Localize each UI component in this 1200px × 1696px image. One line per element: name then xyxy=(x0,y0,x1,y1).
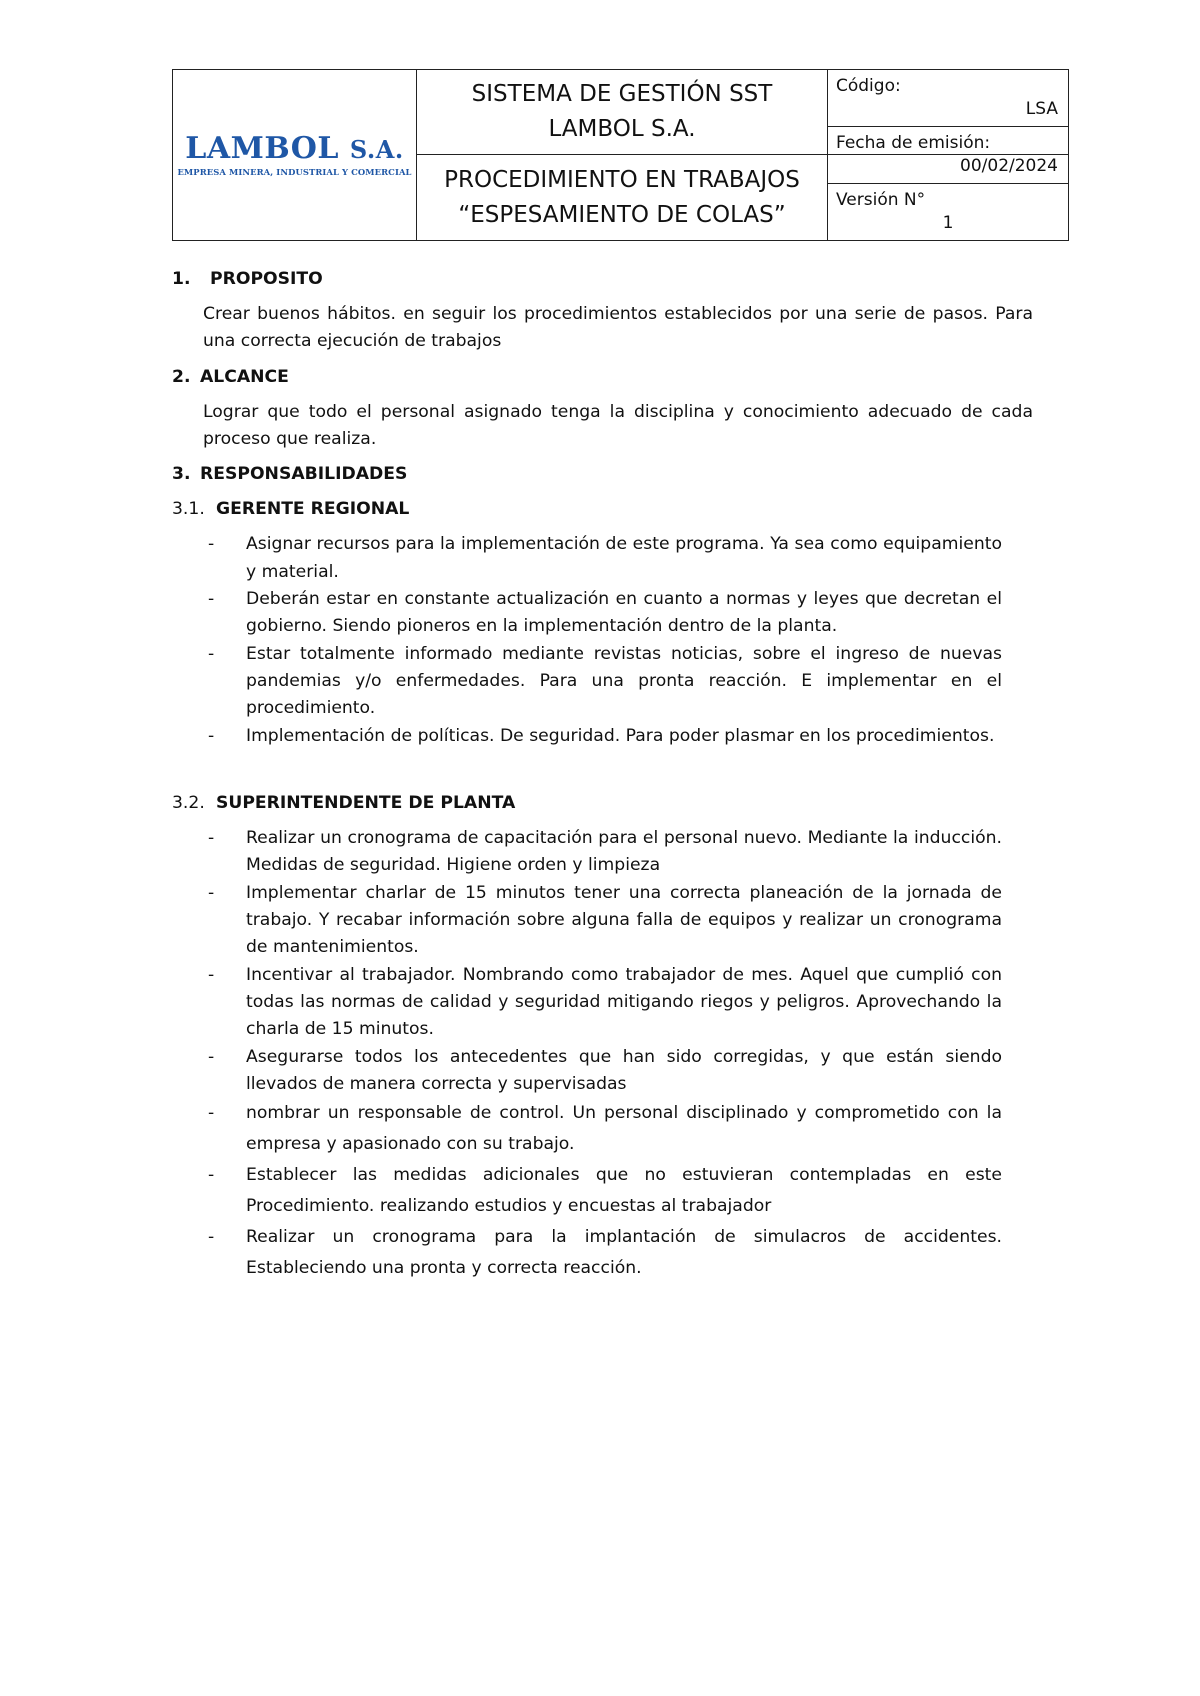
list-dash: - xyxy=(208,1046,215,1067)
version-label: Versión N° xyxy=(836,190,926,210)
subsection-number: 3.1. xyxy=(172,499,205,520)
list-dash: - xyxy=(208,828,215,849)
list-item-text: nombrar un responsable de control. Un personal disciplinado y comprometido con la empresa y apasionado con su trabajo. xyxy=(246,1103,1002,1155)
code-label: Código: xyxy=(836,76,901,96)
subsection-title: GERENTE REGIONAL xyxy=(216,499,410,520)
issue-box-top xyxy=(828,127,1068,154)
issue-value: 00/02/2024 xyxy=(960,156,1058,176)
issue-box-bottom xyxy=(828,155,1068,184)
list-item-text: Realizar un cronograma para la implantación de simulacros de accidentes. Estableciendo una pronta y correcta reacción. xyxy=(246,1227,1002,1279)
version-box xyxy=(828,184,1068,234)
list-dash: - xyxy=(208,1165,215,1186)
logo-cell xyxy=(173,70,417,241)
list-dash: - xyxy=(208,1103,215,1124)
list-item xyxy=(172,1098,1002,1160)
section-text-proposito: Crear buenos hábitos. en seguir los procedimientos establecidos por una serie de pasos. Para una correcta ejecución de trabajos xyxy=(203,304,1033,352)
section-number: 3. xyxy=(172,464,191,485)
subsection-heading-superintendente xyxy=(172,790,1032,817)
list-item-text: Implementar charlar de 15 minutos tener una correcta planeación de la jornada de trabajo. Y recabar información sobre alguna falla de equipos y realizar un cronograma de mantenimientos. xyxy=(246,882,1002,958)
subsection-number: 3.2. xyxy=(172,792,205,813)
list-item xyxy=(172,531,1002,586)
gerente-regional-list xyxy=(172,531,1032,749)
code-value: LSA xyxy=(1025,99,1058,119)
superintendente-list xyxy=(172,825,1032,1284)
issue-label: Fecha de emisión: xyxy=(836,133,991,153)
procedure-title-line2: “ESPESAMIENTO DE COLAS” xyxy=(458,201,786,228)
system-title-line2: LAMBOL S.A. xyxy=(548,116,696,142)
meta-cell xyxy=(828,70,1069,155)
section-heading-responsabilidades xyxy=(172,461,1032,488)
logo-tagline: EMPRESA MINERA, INDUSTRIAL Y COMERCIAL xyxy=(177,166,412,177)
meta-cell-lower xyxy=(828,155,1069,241)
list-item xyxy=(172,586,1002,641)
list-dash: - xyxy=(208,643,215,664)
list-item-text: Incentivar al trabajador. Nombrando como trabajador de mes. Aquel que cumplió con todas las normas de calidad y seguridad mitigando riegos y peligros. Aprovechando la charla de 15 minutos. xyxy=(246,964,1002,1040)
code-box xyxy=(828,70,1068,127)
list-dash: - xyxy=(208,534,215,555)
list-item-text: Estar totalmente informado mediante revistas noticias, sobre el ingreso de nuevas pandemias y/o enfermedades. Para una pronta reacción. E implementar en el procedimiento. xyxy=(246,643,1002,719)
list-item xyxy=(172,962,1002,1044)
section-text-alcance: Lograr que todo el personal asignado tenga la disciplina y conocimiento adecuado de cada proceso que realiza. xyxy=(203,401,1033,449)
list-item xyxy=(172,723,1002,750)
list-dash: - xyxy=(208,964,215,985)
version-value: 1 xyxy=(942,213,954,233)
list-dash: - xyxy=(208,589,215,610)
list-item-text: Realizar un cronograma de capacitación para el personal nuevo. Mediante la inducción. Medidas de seguridad. Higiene orden y limpieza xyxy=(246,828,1002,876)
list-dash: - xyxy=(208,882,215,903)
section-title: PROPOSITO xyxy=(210,269,323,289)
list-dash: - xyxy=(208,1227,215,1248)
list-item xyxy=(172,1160,1002,1222)
list-item xyxy=(172,880,1002,962)
subsection-title: SUPERINTENDENTE DE PLANTA xyxy=(216,792,516,813)
section-title: RESPONSABILIDADES xyxy=(200,464,408,485)
section-number: 1. xyxy=(172,269,191,289)
list-item-text: Implementación de políticas. De seguridad. Para poder plasmar en los procedimientos. xyxy=(246,725,995,746)
list-item-text: Asegurarse todos los antecedentes que han sido corregidas, y que están siendo llevados de manera correcta y supervisadas xyxy=(246,1046,1002,1094)
list-item xyxy=(172,1222,1002,1284)
logo-suffix: S.A. xyxy=(349,134,404,164)
list-item xyxy=(172,641,1002,723)
list-item xyxy=(172,825,1002,880)
system-title-line1: SISTEMA DE GESTIÓN SST xyxy=(471,81,773,107)
list-dash: - xyxy=(208,725,215,746)
subsection-heading-gerente-regional xyxy=(172,496,1032,523)
document-body xyxy=(172,266,1032,1284)
list-item-text: Asignar recursos para la implementación de este programa. Ya sea como equipamiento y material. xyxy=(246,534,1002,582)
section-heading-alcance xyxy=(172,364,1032,391)
list-item-text: Establecer las medidas adicionales que no estuvieran contempladas en este Procedimiento. realizando estudios y encuestas al trabajador xyxy=(246,1165,1002,1217)
list-item-text: Deberán estar en constante actualización en cuanto a normas y leyes que decretan el gobierno. Siendo pioneros en la implementación dentro de la planta. xyxy=(246,589,1002,637)
section-title: ALCANCE xyxy=(200,366,289,387)
document-header-table xyxy=(172,69,1069,241)
procedure-title-cell xyxy=(417,155,828,241)
section-number: 2. xyxy=(172,366,191,387)
company-logo xyxy=(173,130,416,177)
logo-name: LAMBOL xyxy=(185,130,339,166)
system-title-cell xyxy=(417,70,828,155)
section-heading-proposito xyxy=(172,266,1032,293)
list-item xyxy=(172,1044,1002,1099)
procedure-title-line1: PROCEDIMIENTO EN TRABAJOS xyxy=(444,166,800,193)
